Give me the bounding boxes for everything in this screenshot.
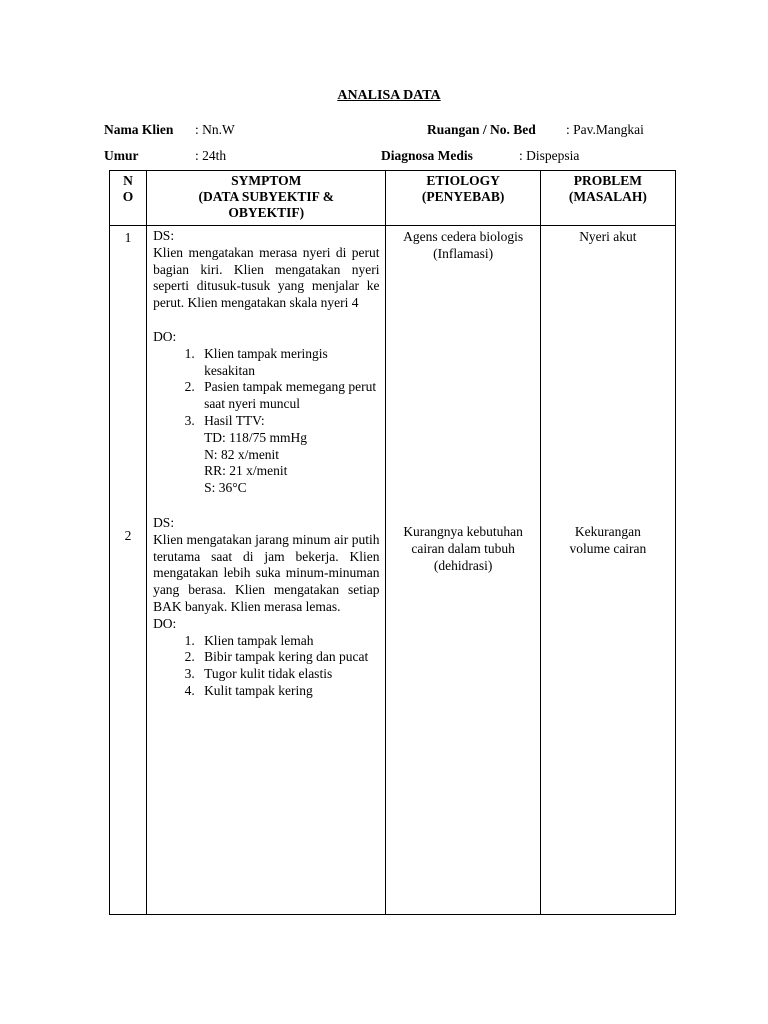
umur-value: : 24th [195,148,227,163]
row-number: 1 [124,230,132,245]
ruangan-value: : Pav.Mangkai [566,122,644,137]
header-no: N O [110,171,147,226]
list-item: 3. Tugor kulit tidak elastis [198,666,379,683]
ds-text: Klien mengatakan jarang minum air putih terutama saat di jam bekerja. Klien mengatakan lebih suka minum-minuman yang berasa. Klien mengatakan setiap BAK banyak. Klien merasa lemas. [153,531,380,614]
problem-1: Nyeri akut [579,229,637,244]
ttv-n: N: 82 x/menit [204,446,280,462]
list-item: 1. Klien tampak lemah [198,633,379,650]
no-column [110,226,147,915]
ds-text: Klien mengatakan merasa nyeri di perut bagian kiri. Klien mengatakan nyeri seperti ditusuk-tusuk yang menjalar ke perut. Klien mengatakan skala nyeri 4 [153,244,380,311]
etiology-1: Agens cedera biologis (Inflamasi) [403,229,524,261]
ttv-td: TD: 118/75 mmHg [204,429,308,445]
table-header-row [110,171,676,226]
do-list [153,346,379,497]
list-item: 1. Klien tampak meringis kesakitan [198,346,379,380]
diagnosa-label: Diagnosa Medis [381,148,473,163]
do-label: DO: [153,328,177,344]
analysis-table [109,170,676,915]
ds-label: DS: [153,514,175,530]
nama-klien-label: Nama Klien [104,122,174,137]
umur-label: Umur [104,148,139,163]
ttv-s: S: 36°C [204,480,247,496]
ds-label: DS: [153,228,175,243]
nama-klien-value: : Nn.W [195,122,235,137]
list-item: 4. Kulit tampak kering [198,683,379,700]
list-item: 3. Hasil TTV: TD: 118/75 mmHg N: 82 x/menit RR: 21 x/menit S: 36°C [198,413,379,497]
problem-2: Kekurangan volume cairan [569,524,647,556]
etiology-2: Kurangnya kebutuhan cairan dalam tubuh (dehidrasi) [403,524,523,573]
row-number: 2 [124,528,132,543]
table-body-row [110,226,676,915]
ttv-rr: RR: 21 x/menit [204,463,288,479]
list-item: 2. Pasien tampak memegang perut saat nyeri muncul [198,379,379,413]
header-symptom: SYMPTOM (DATA SUBYEKTIF & OBYEKTIF) [147,171,386,226]
diagnosa-value: : Dispepsia [519,148,580,163]
do-label: DO: [153,615,177,631]
list-item: 2. Bibir tampak kering dan pucat [198,649,379,666]
symptom-column [147,226,386,915]
header-problem: PROBLEM (MASALAH) [540,171,675,226]
do-list [153,633,379,700]
problem-column [540,226,675,915]
etiology-column [386,226,540,915]
ruangan-label: Ruangan / No. Bed [427,122,536,137]
header-etiology: ETIOLOGY (PENYEBAB) [386,171,540,226]
page-title: ANALISA DATA [337,88,441,103]
